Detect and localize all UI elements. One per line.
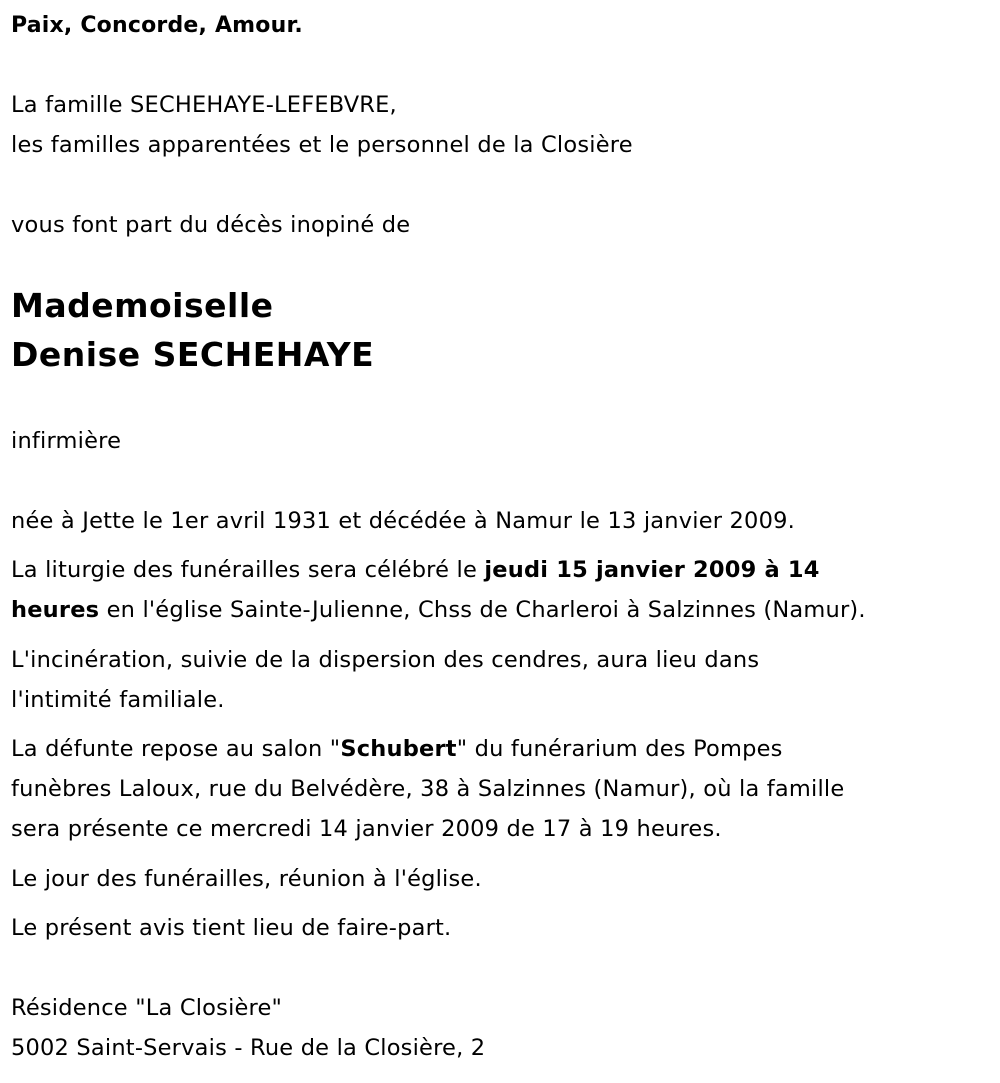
announcement-text: vous font part du décès inopiné de [11,212,411,238]
motto-heading: Paix, Concorde, Amour. [11,13,303,38]
meeting-text: Le jour des funérailles, réunion à l'église. [11,866,482,892]
notice-text: Le présent avis tient lieu de faire-part. [11,915,452,941]
deceased-profession: infirmière [11,428,122,454]
family-line-2: les familles apparentées et le personnel de la Closière [11,132,633,158]
repose-line-3: sera présente ce mercredi 14 janvier 2009 de 17 à 19 heures. [11,816,722,842]
repose-salon-name: Schubert [340,736,457,762]
incineration-line-2: l'intimité familiale. [11,687,225,713]
deceased-name: Denise SECHEHAYE [11,335,375,374]
liturgy-line-1 [11,550,820,590]
birth-death-text: née à Jette le 1er avril 1931 et décédée à Namur le 13 janvier 2009. [11,508,795,534]
liturgy-date-part2: heures [11,597,100,623]
repose-line-1 [11,729,783,769]
repose-suffix: " du funérarium des Pompes [456,736,783,762]
liturgy-suffix: en l'église Sainte-Julienne, Chss de Charleroi à Salzinnes (Namur). [99,597,866,623]
footer-address: 5002 Saint-Servais - Rue de la Closière, 2 [11,1035,486,1061]
repose-line-2: funèbres Laloux, rue du Belvédère, 38 à Salzinnes (Namur), où la famille [11,776,845,802]
incineration-line-1: L'incinération, suivie de la dispersion des cendres, aura lieu dans [11,647,760,673]
deceased-title: Mademoiselle [11,286,274,325]
footer-residence: Résidence "La Closière" [11,995,283,1021]
repose-prefix: La défunte repose au salon " [11,736,341,762]
liturgy-line-2 [11,590,866,630]
liturgy-prefix: La liturgie des funérailles sera célébré le [11,557,485,583]
liturgy-date-part1: jeudi 15 janvier 2009 à 14 [484,557,820,583]
family-line-1: La famille SECHEHAYE-LEFEBVRE, [11,92,397,118]
